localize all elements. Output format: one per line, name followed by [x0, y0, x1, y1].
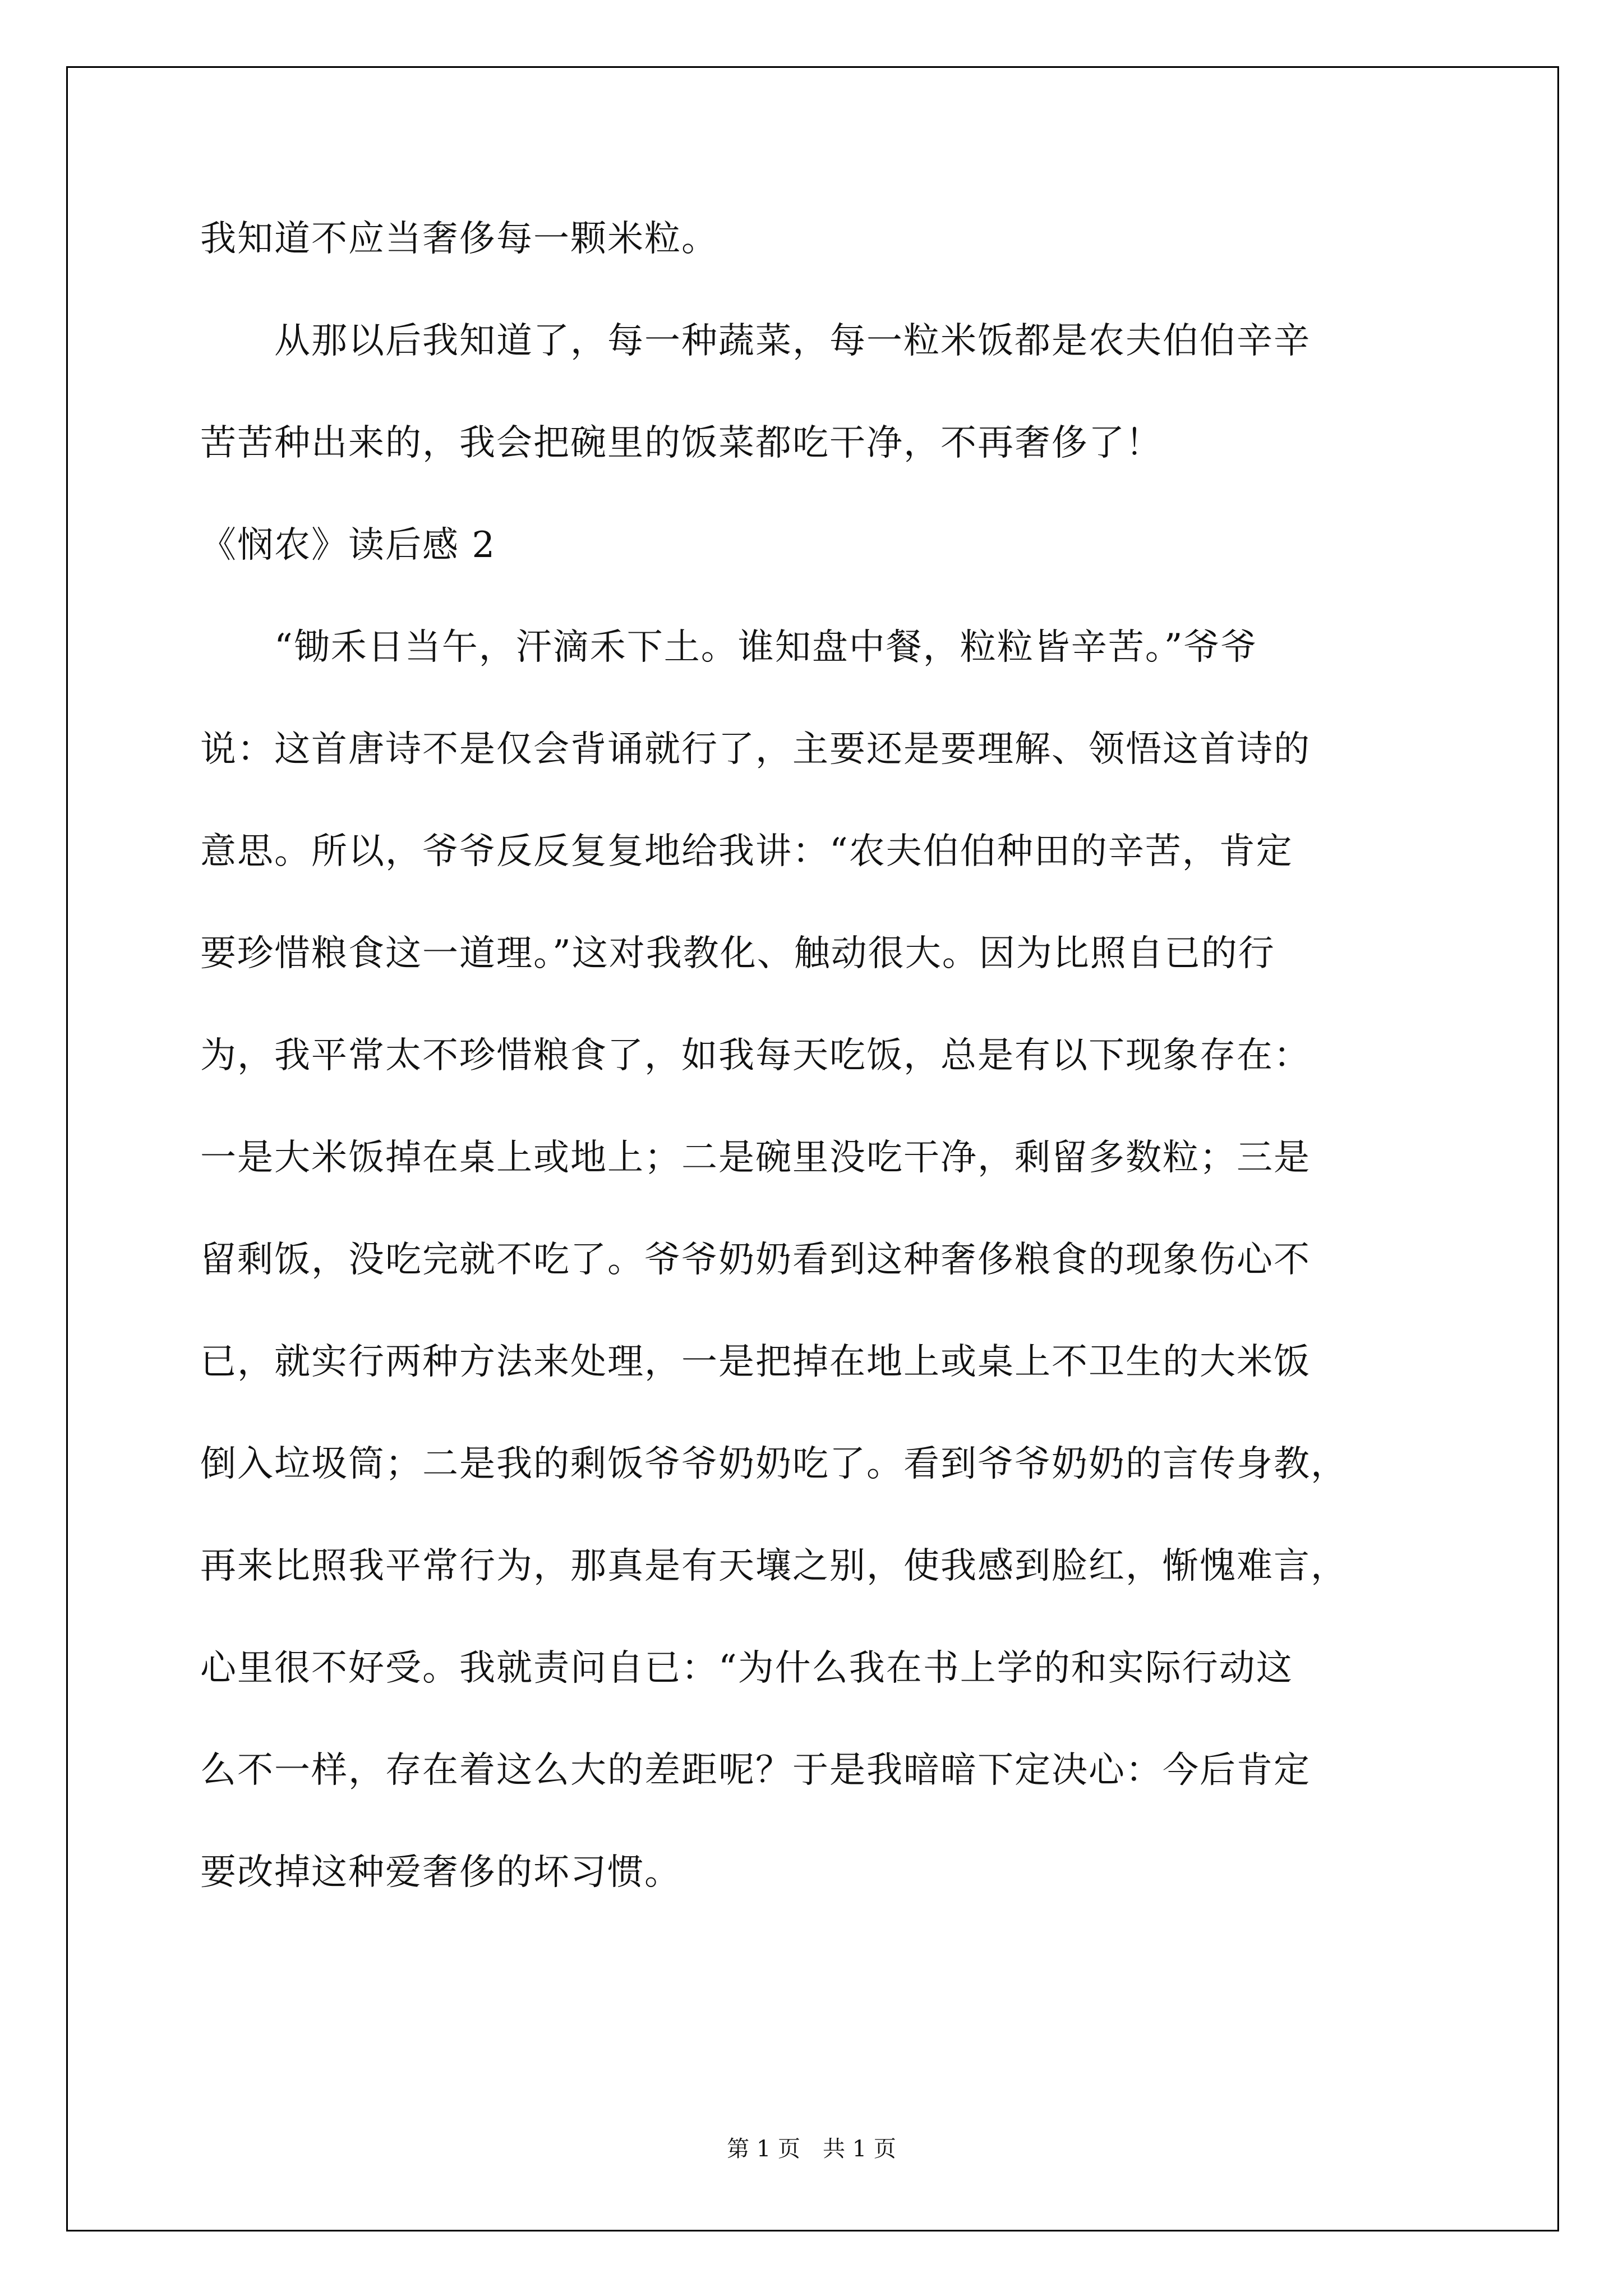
- section-heading: 《悯农》读后感 2: [200, 524, 496, 566]
- text-line: 一是大米饭掉在桌上或地上；二是碗里没吃干净，剩留多数粒；三是: [200, 1137, 1311, 1179]
- text-line: “锄禾日当午，汗滴禾下土。谁知盘中餐，粒粒皆辛苦。”爷爷: [274, 627, 1258, 668]
- text-line: 已，就实行两种方法来处理，一是把掉在地上或桌上不卫生的大米饭: [200, 1341, 1311, 1383]
- text-line: 留剩饭，没吃完就不吃了。爷爷奶奶看到这种奢侈粮食的现象伤心不: [200, 1239, 1311, 1281]
- text-line: 苦苦种出来的，我会把碗里的饭菜都吃干净，不再奢侈了！: [200, 422, 1163, 464]
- document-body: [200, 212, 1434, 1948]
- text-line: 么不一样，存在着这么大的差距呢？于是我暗暗下定决心：今后肯定: [200, 1750, 1311, 1791]
- text-line: 倒入垃圾筒；二是我的剩饭爷爷奶奶吃了。看到爷爷奶奶的言传身教，: [200, 1443, 1348, 1485]
- text-line: 要珍惜粮食这一道理。”这对我教化、触动很大。因为比照自已的行: [200, 933, 1275, 974]
- page-footer: [0, 2135, 1623, 2163]
- text-line: 我知道不应当奢侈每一颗米粒。: [200, 218, 718, 260]
- text-line: 意思。所以，爷爷反反复复地给我讲：“农夫伯伯种田的辛苦，肯定: [200, 831, 1293, 872]
- text-line: 心里很不好受。我就责问自已：“为什么我在书上学的和实际行动这: [200, 1648, 1293, 1689]
- text-line: 为，我平常太不珍惜粮食了，如我每天吃饭，总是有以下现象存在：: [200, 1035, 1311, 1076]
- text-line: 从那以后我知道了，每一种蔬菜，每一粒米饭都是农夫伯伯辛辛: [274, 320, 1311, 362]
- text-line: 说：这首唐诗不是仅会背诵就行了，主要还是要理解、领悟这首诗的: [200, 729, 1311, 770]
- page-number: 第 1 页: [727, 2136, 800, 2162]
- text-line: 要改掉这种爱奢侈的坏习惯。: [200, 1852, 681, 1893]
- text-line: 再来比照我平常行为，那真是有天壤之别，使我感到脸红，惭愧难言，: [200, 1545, 1348, 1587]
- page-total: 共 1 页: [823, 2136, 896, 2162]
